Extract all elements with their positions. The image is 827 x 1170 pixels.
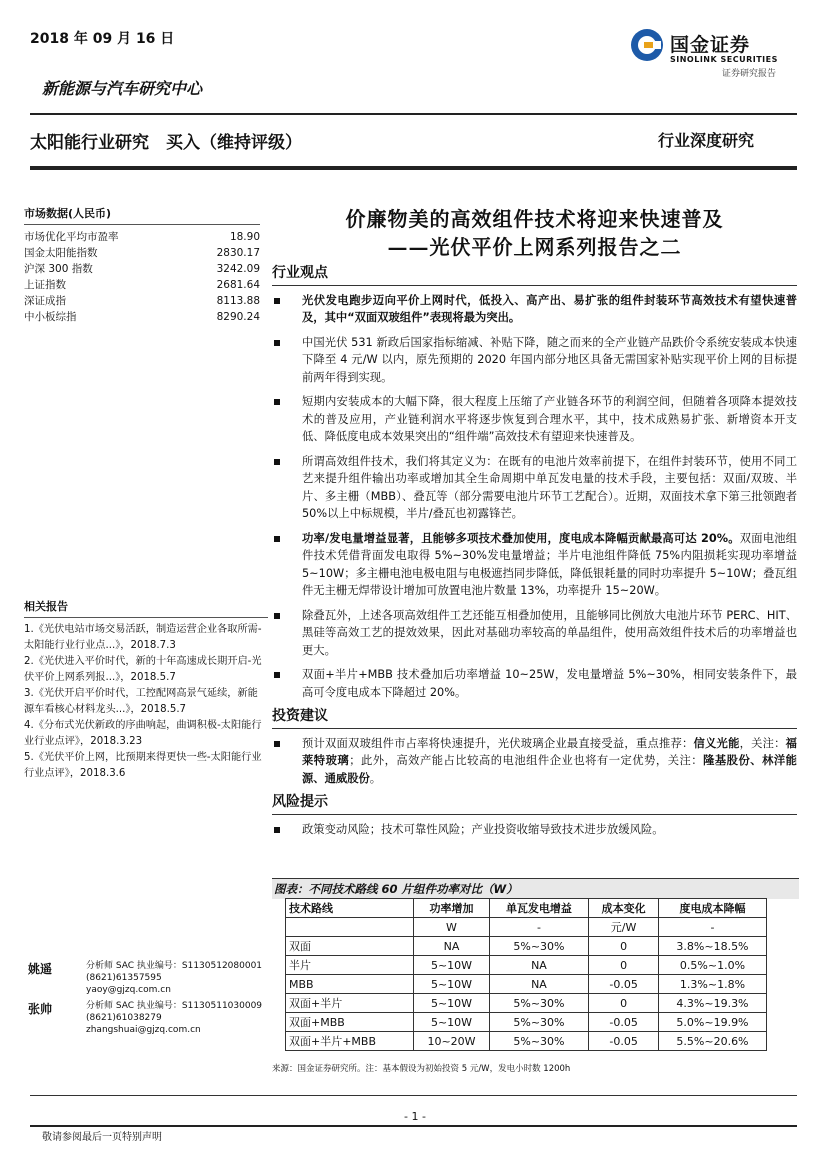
bullet-text: 。 xyxy=(369,771,382,785)
analyst-name: 张帅 xyxy=(28,1002,53,1016)
table-cell: MBB xyxy=(286,975,414,994)
market-data-title: 市场数据(人民币) xyxy=(24,205,260,225)
related-report-link[interactable]: 3.《光伏开启平价时代，工控配网高景气延续，新能源车看核心材料龙头...》，2018.5.7 xyxy=(24,688,258,715)
table-header-row xyxy=(286,899,767,918)
related-report-link[interactable]: 4.《分布式光伏新政的序曲响起，曲调积极-太阳能行业行业点评》，2018.3.23 xyxy=(24,720,262,747)
department: 新能源与汽车研究中心 xyxy=(42,79,203,98)
main-content xyxy=(272,205,797,845)
analyst-email[interactable]: yaoy@gjzq.com.cn xyxy=(86,985,171,995)
table-header: 功率增加 xyxy=(414,899,489,918)
analyst-cert: 分析师 SAC 执业编号：S1130512080001 xyxy=(86,961,263,971)
footer-disclaimer: 敬请参阅最后一页特别声明 xyxy=(42,1132,162,1143)
table-cell: 双面+半片 xyxy=(286,994,414,1013)
market-value: 2681.64 xyxy=(216,279,260,291)
bullet-text: 双面电池组件技术凭借背面发电取得 5%~30%发电量增益；半片电池组件降低 75%内阻损耗实现功率增益 5~10W；多主栅电池电极电阻与电极遮挡同步降低，降低银耗量的同时功率提升 5~10W；叠瓦组件无主栅无焊带设计增加可放置电池片数量 13%，功率提升 15~20W。 xyxy=(302,531,797,597)
rating-headline: 太阳能行业研究 买入（维持评级） xyxy=(30,133,302,153)
table-cell: 双面+半片+MBB xyxy=(286,1032,414,1051)
table-cell: 1.3%~1.8% xyxy=(658,975,766,994)
market-label: 中小板综指 xyxy=(24,311,77,323)
table-header: 单瓦发电增益 xyxy=(489,899,589,918)
table-cell: 4.3%~19.3% xyxy=(658,994,766,1013)
divider xyxy=(30,113,797,115)
divider xyxy=(30,1125,797,1127)
bullet-bold: 功率/发电量增益显著，且能够多项技术叠加使用，度电成本降幅贡献最高可达 20%。 xyxy=(302,531,740,545)
section-heading-invest: 投资建议 xyxy=(272,708,797,729)
divider xyxy=(30,1095,797,1096)
table-cell: 5%~30% xyxy=(489,994,589,1013)
table-cell: 5~10W xyxy=(414,956,489,975)
related-report-link[interactable]: 5.《光伏平价上网，比预期来得更快一些-太阳能行业行业点评》，2018.3.6 xyxy=(24,752,262,779)
bullet-text: ，关注： xyxy=(739,736,786,750)
table-cell: 双面 xyxy=(286,937,414,956)
market-row xyxy=(24,277,260,293)
market-label: 国金太阳能指数 xyxy=(24,247,98,259)
table-row xyxy=(286,1032,767,1051)
analyst-name: 姚遥 xyxy=(28,962,53,976)
table-cell: - xyxy=(489,918,589,937)
market-label: 深证成指 xyxy=(24,295,66,307)
table-cell: -0.05 xyxy=(589,1013,659,1032)
table-cell: NA xyxy=(489,975,589,994)
stock-name: 福莱特玻璃 xyxy=(302,736,797,767)
table-cell: 3.8%~18.5% xyxy=(658,937,766,956)
bullet-point: 所谓高效组件技术，我们将其定义为：在既有的电池片效率前提下，在组件封装环节，使用不同工艺来提升组件输出功率或增加其全生命周期中单瓦发电量的技术手段，主要包括：双面/双玻、半片、多主栅（MBB）、叠瓦等（部分需要电池片环节工艺配合）。近期，双面技术拿下第三批领跑者 50%以上中标规模，半片/叠瓦也初露锋芒。 xyxy=(272,453,797,523)
market-row xyxy=(24,293,260,309)
market-label: 市场优化平均市盈率 xyxy=(24,231,119,243)
market-value: 8113.88 xyxy=(216,295,260,307)
market-row xyxy=(24,309,260,325)
table-row xyxy=(286,937,767,956)
table-cell: 5.0%~19.9% xyxy=(658,1013,766,1032)
table-cell: -0.05 xyxy=(589,975,659,994)
bullet-point: 中国光伏 531 新政后国家指标缩减、补贴下降，随之而来的全产业链产品跌价令系统安装成本快速下降至 4 元/W 以内，原先预期的 2020 年国内部分地区具备无需国家补贴实现平价上网的目标提前两年得到实现。 xyxy=(272,334,797,387)
table-row xyxy=(286,994,767,1013)
analyst xyxy=(24,1000,264,1040)
table-row xyxy=(286,975,767,994)
sinolink-logo-icon xyxy=(630,28,664,62)
bullet-point xyxy=(272,735,797,788)
analyst-cert: 分析师 SAC 执业编号：S1130511030009 xyxy=(86,1001,263,1011)
report-title: 价廉物美的高效组件技术将迎来快速普及 xyxy=(345,207,724,231)
section-heading-view: 行业观点 xyxy=(272,265,797,286)
table-cell: 0 xyxy=(589,956,659,975)
table-cell: 5~10W xyxy=(414,975,489,994)
table-cell: 10~20W xyxy=(414,1032,489,1051)
table-cell: 双面+MBB xyxy=(286,1013,414,1032)
table-cell: 0 xyxy=(589,994,659,1013)
market-value: 2830.17 xyxy=(216,247,260,259)
power-comparison-table xyxy=(285,898,767,1051)
analyst xyxy=(24,960,264,1000)
market-row xyxy=(24,245,260,261)
table-caption: 图表：不同技术路线 60 片组件功率对比（W） xyxy=(272,878,799,899)
market-data-panel xyxy=(24,205,260,325)
table-units-row xyxy=(286,918,767,937)
table-cell: W xyxy=(414,918,489,937)
section-heading-risk: 风险提示 xyxy=(272,794,797,815)
analyst-info xyxy=(86,1000,262,1036)
report-subtitle: ——光伏平价上网系列报告之二 xyxy=(387,235,682,259)
table-header: 成本变化 xyxy=(589,899,659,918)
analyst-phone: (8621)61357595 xyxy=(86,973,162,983)
logo-en-text: SINOLINK SECURITIES xyxy=(670,55,778,64)
table-cell xyxy=(286,918,414,937)
divider xyxy=(30,166,797,170)
market-row xyxy=(24,229,260,245)
table-cell: 5~10W xyxy=(414,1013,489,1032)
table-header: 技术路线 xyxy=(286,899,414,918)
bullet-text: 预计双面双玻组件市占率将快速提升，光伏玻璃企业最直接受益，重点推荐： xyxy=(302,736,694,750)
table-row xyxy=(286,956,767,975)
report-date: 2018 年 09 月 16 日 xyxy=(30,31,175,47)
analyst-phone: (8621)61038279 xyxy=(86,1013,162,1023)
stock-name: 隆基股份、林洋能源、通威股份 xyxy=(302,754,797,785)
market-value: 18.90 xyxy=(229,231,260,243)
bullet-point: 双面+半片+MBB 技术叠加后功率增益 10~25W，发电量增益 5%~30%，相同安装条件下，最高可令度电成本下降超过 20%。 xyxy=(272,666,797,701)
related-report-link[interactable]: 1.《光伏电站市场交易活跃，制造运营企业各取所需-太阳能行业行业点...》，2018.7.3 xyxy=(24,624,262,651)
analyst-info xyxy=(86,960,262,996)
bullet-point: 短期内安装成本的大幅下降，很大程度上压缩了产业链各环节的利润空间，但随着各项降本提效技术的普及应用，产业链利润水平将逐步恢复到合理水平，其中，技术成熟易扩张、新增资本开支低、降低度电成本效果突出的“组件端”高效技术有望迎来快速普及。 xyxy=(272,393,797,446)
market-label: 沪深 300 指数 xyxy=(24,263,93,275)
table-cell: 5%~30% xyxy=(489,1013,589,1032)
related-report-link[interactable]: 2.《光伏进入平价时代，新的十年高速成长期开启-光伏平价上网系列报...》，2018.5.7 xyxy=(24,656,262,683)
report-category: 行业深度研究 xyxy=(658,131,755,150)
table-header: 度电成本降幅 xyxy=(658,899,766,918)
bullet-point xyxy=(272,530,797,600)
table-row xyxy=(286,1013,767,1032)
table-cell: 5%~30% xyxy=(489,937,589,956)
bullet-point: 光伏发电跑步迈向平价上网时代，低投入、高产出、易扩张的组件封装环节高效技术有望快速普及，其中“双面双玻组件”表现将最为突出。 xyxy=(272,292,797,327)
bullet-point: 除叠瓦外，上述各项高效组件工艺还能互相叠加使用，且能够同比例放大电池片环节 PERC、HIT、黑硅等高效工艺的提效效果，因此对基础功率较高的单晶组件，使用高效组件技术后的功率增益也更大。 xyxy=(272,607,797,660)
bullet-point: 政策变动风险；技术可靠性风险；产业投资收缩导致技术进步放缓风险。 xyxy=(272,821,797,839)
table-cell: 5~10W xyxy=(414,994,489,1013)
logo-cn-text: 国金证券 xyxy=(670,34,751,56)
table-cell: 5%~30% xyxy=(489,1032,589,1051)
market-row xyxy=(24,261,260,277)
related-reports xyxy=(24,598,268,782)
table-cell: -0.05 xyxy=(589,1032,659,1051)
analyst-email[interactable]: zhangshuai@gjzq.com.cn xyxy=(86,1025,201,1035)
table-cell: 半片 xyxy=(286,956,414,975)
table-cell: 0.5%~1.0% xyxy=(658,956,766,975)
market-label: 上证指数 xyxy=(24,279,66,291)
page-number: - 1 - xyxy=(404,1110,426,1123)
table-cell: 0 xyxy=(589,937,659,956)
analysts xyxy=(24,960,264,1040)
table-cell: - xyxy=(658,918,766,937)
stock-name: 信义光能 xyxy=(693,736,740,750)
table-cell: 元/W xyxy=(589,918,659,937)
table-cell: 5.5%~20.6% xyxy=(658,1032,766,1051)
table-source: 来源：国金证券研究所。注：基本假设为初始投资 5 元/W，发电小时数 1200h xyxy=(272,1064,571,1074)
market-value: 3242.09 xyxy=(216,263,260,275)
bullet-text: ；此外，高效产能占比较高的电池组件企业也将有一定优势，关注： xyxy=(349,754,704,767)
table-cell: NA xyxy=(489,956,589,975)
report-kind: 证券研究报告 xyxy=(722,69,777,79)
related-title: 相关报告 xyxy=(24,598,268,618)
market-value: 8290.24 xyxy=(216,311,260,323)
table-cell: NA xyxy=(414,937,489,956)
